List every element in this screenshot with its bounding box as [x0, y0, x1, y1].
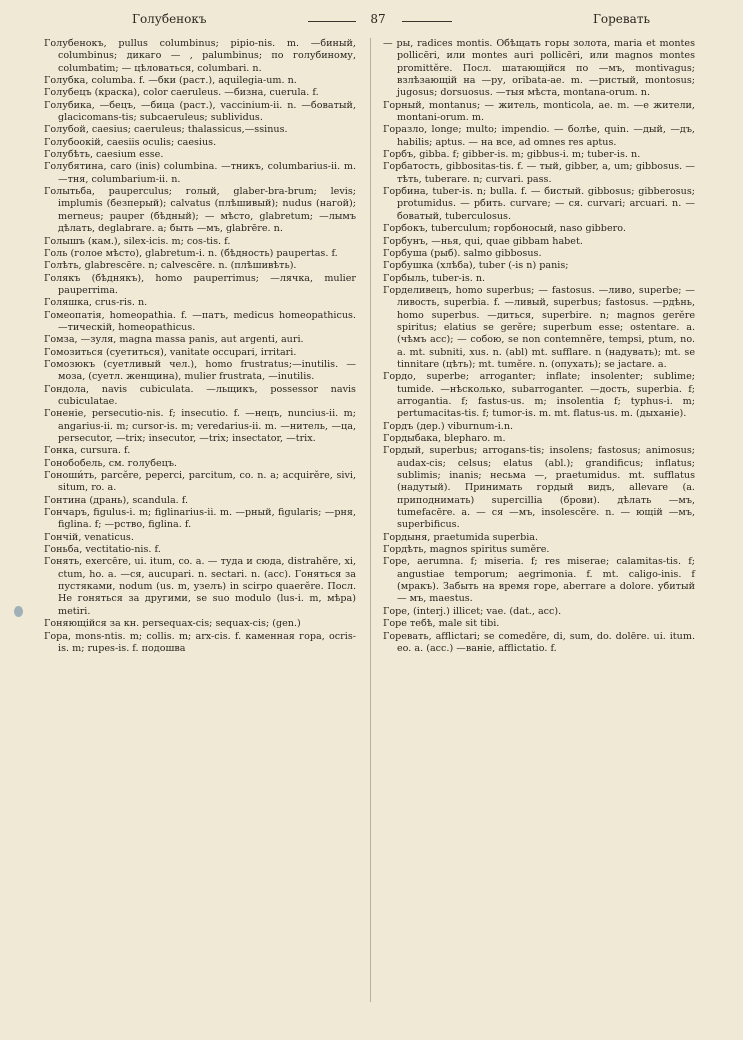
dictionary-entry: Горазло, longe; multo; impendio. — болѣе, quin. —дый, —дъ, habilis; aptus. — на все, ad omnes res aptus. — [383, 124, 695, 148]
dictionary-entry: Гордый, superbus; arrogans-tis; insolens; fastosus; animosus; audax-cis; celsus; elatus (abl.); grandificus; inflatus; sublimis; inanis; несьма —, praetumidus. mt. sufflatus (надутый). Принимать гордый видъ, allevare (a. приподнимать) supercillia (брови). дѣлать —мъ, tumefacēre. a. — ся —мъ, insolescĕre. n. — ющій —мъ, superbificus. — [383, 445, 695, 531]
dictionary-entry: Голякъ (бѣднякъ), homo pauperrimus; —лячка, mulier pauperrima. — [44, 272, 356, 296]
dictionary-entry: Горбушка (хлѣба), tuber (-is n) panis; — [383, 260, 569, 272]
dictionary-entry: Гомеопатія, homeopathia. f. —патъ, medicus homeopathicus. —тическій, homeopathicus. — [44, 309, 356, 333]
dictionary-entry: Гонтина (дрань), scandula. f. — [44, 494, 189, 506]
ink-stain — [14, 606, 23, 617]
dictionary-entry: Гоноши́ть, parcĕre, peperci, parcitum, co. n. a; acquirĕre, sivi, situm, ro. a. — [44, 470, 356, 494]
dictionary-entry: Голяшка, crus-ris. n. — [44, 297, 148, 309]
dictionary-entry: — ры, radices montis. Обѣщать горы золота, maria et montes pollicēri, или montes auri pollicēri, или magnos montes promittĕre. Посл. шатающійся по —мъ, montivagus; взлѣзающій на —ру, oribata-ae. m. —ристый, montosus; jugosus; dorsuosus. —тыя мѣста, montana-orum. n. — [383, 38, 695, 99]
dictionary-entry: Гоняющійся за кн. persequax-cis; sequax-cis; (gen.) — [44, 618, 301, 630]
dictionary-entry: Голубятина, caro (inis) columbina. —тникъ, columbarius-ii. m. —тня, columbarium-ii. n. — [44, 161, 356, 185]
dictionary-entry: Гондола, navis cubiculata. —льщикъ, possessor navis cubiculatae. — [44, 383, 356, 407]
running-header — [40, 10, 700, 32]
dictionary-entry: Гонобобель, см. голубецъ. — [44, 457, 177, 469]
dictionary-entry: Гоньба, vectitatio-nis. f. — [44, 544, 161, 556]
dictionary-entry: Горе, (interj.) illicet; vae. (dat., acc). — [383, 605, 562, 617]
dictionary-entry: Голубѣть, caesium esse. — [44, 149, 164, 161]
column-divider — [370, 38, 371, 1002]
dictionary-entry: Голубецъ (краска), color caeruleus. —бизна, cuerula. f. — [44, 87, 319, 99]
left-column — [44, 38, 356, 655]
dictionary-entry: Горбуша (рыб). salmo gibbosus. — [383, 247, 542, 259]
page-number: 87 — [370, 12, 386, 26]
header-rule-left — [308, 21, 356, 22]
dictionary-entry: Горбатость, gibbositas-tis. f. — тый, gibber, a, um; gibbosus. — тѣть, tuberare. n; curvari. pass. — [383, 161, 695, 185]
dictionary-entry: Голь (голое мѣсто), glabretum-i. n. (бѣдность) paupertas. f. — [44, 247, 338, 259]
dictionary-entry: Голышъ (кам.), silex-icis. m; cos-tis. f. — [44, 235, 231, 247]
dictionary-entry: Гордѣть, magnos spiritus sumĕre. — [383, 544, 550, 556]
dictionary-entry: Голубоокій, caesiis oculis; caesius. — [44, 136, 217, 148]
dictionary-entry: Гора, mons-ntis. m; collis. m; arx-cis. f. каменная гора, ocris-is. m; rupes-is. f. подошва — [44, 630, 356, 654]
dictionary-entry: Горбъ, gibba. f; gibber-is. m; gibbus-i. m; tuber-is. n. — [383, 149, 641, 161]
dictionary-entry: Гордъ (дер.) viburnum-i.n. — [383, 420, 514, 432]
dictionary-entry: Горбина, tuber-is. n; bulla. f. — бистый. gibbosus; gibberosus; protumidus. — рбить. curvare; — ся. curvari; arcuari. n. — боватый, tuberculosus. — [383, 186, 695, 222]
dictionary-entry: Горевать, afflictari; se comedĕre, di, sum, do. dolēre. ui. itum. eo. a. (acc.) —ваніе, afflictatio. f. — [383, 630, 695, 654]
dictionary-entry: Горе тебѣ, male sit tibi. — [383, 618, 500, 630]
header-right-word: Горевать — [592, 12, 650, 26]
dictionary-entry: Голубенокъ, pullus columbinus; pipio-nis. m. —биный, columbinus; дикаго — , palumbinus; по голубиному, columbatim; — цѣловаться, columbari. n. — [44, 38, 356, 74]
dictionary-entry: Горный, montanus; — житель, monticola, ae. m. —е жители, montani-orum. m. — [383, 99, 695, 124]
dictionary-entry: Голубой, caesius; caeruleus; thalassicus,—ssinus. — [44, 124, 288, 136]
dictionary-entry: Голубика, —бецъ, —бица (раст.), vaccinium-ii. n. —боватый, glacicomans-tis; subcaeruleus; sublividus. — [44, 99, 356, 124]
dictionary-entry: Голѣть, glabrescēre. n; calvescēre. n. (плѣшивѣть). — [44, 260, 297, 272]
header-rule-right — [402, 21, 452, 22]
dictionary-entry: Гомозюкъ (суетливый чел.), homo frustratus;—inutilis. —моза, (суетл. женщина), mulier frustrata, —inutilis. — [44, 358, 356, 383]
dictionary-entry: Гоненіе, persecutio-nis. f; insecutio. f. —нецъ, nuncius-ii. m; angarius-ii. m; cursor-is. m; veredarius-ii. m. —нитель, —ца, persecutor, —trix; insecutor, —trix; insectator, —trix. — [44, 408, 356, 444]
dictionary-entry: Голубка, columba. f. —бки (раст.), aquilegia-um. n. — [44, 75, 297, 87]
header-left-word: Голубенокъ — [132, 12, 207, 26]
right-column — [383, 38, 695, 655]
dictionary-entry: Гордо, superbe; arroganter; inflate; insolenter; sublime; tumide. —нѣсколько, subarroganter. —дость, superbia. f; arrogantia. f; fastus-us. m; insolentia f; typhus-i. m; pertumacitas-tis. f; tumor-is. m. mt. flatus-us. m. (дыханіе). — [383, 371, 695, 420]
dictionary-entry: Гордыбака, blepharo. m. — [383, 433, 506, 444]
dictionary-entry: Голытьба, pauperculus; голый, glaber-bra-brum; levis; implumis (безперый); calvatus (плѣшивый); nudus (нагой); merneus; pauper (бѣдный); — мѣсто, glabretum; —лымъ дѣлать, deglabrare. a; быть —мъ, glabrēre. n. — [44, 186, 356, 235]
dictionary-entry: Гомозиться (суетиться), vanitate occupari, irritari. — [44, 346, 297, 358]
dictionary-entry: Горбокъ, tuberculum; горбоносый, naso gibbero. — [383, 223, 626, 235]
dictionary-entry: Гонять, exercēre, ui. itum, co. a. — туда и сюда, distrahĕre, xi, ctum, ho. a. —ся, aucupari. n. sectari. n. (acc). Гоняться за пустяками, nodum (us. m, узелъ) in scirpo quaerĕre. Посл. Не гоняться за другими, se suo modulo (lus-i. m, мѣра) metiri. — [44, 556, 356, 617]
dictionary-entry: Гордыня, praetumida superbia. — [383, 531, 539, 543]
dictionary-entry: Гончій, venaticus. — [44, 531, 134, 543]
dictionary-entry: Горе, aerumna. f; miseria. f; res miserae; calamitas-tis. f; angustiae temporum; aegrimonia. f. mt. caligo-inis. f (мракъ). Забыть на время горе, aberrare a dolore. убитый — мъ, maestus. — [383, 556, 695, 605]
dictionary-entry: Гомза, —зуля, magna massa panis, aut argenti, auri. — [44, 334, 304, 346]
dictionary-entry: Гончаръ, figulus-i. m; figlinarius-ii. m. —рный, figularis; —рня, figlina. f; —рство, figlina. f. — [44, 507, 356, 531]
dictionary-entry: Горделивецъ, homo superbus; — fastosus. —ливо, superbe; —ливость, superbia. f. —ливый, superbus; fastosus. —рдѣнь, homo superbus. —диться, superbire. n; magnos gerĕre spiritus; elatius se gerĕre; superbum esse; ostentare. a. (чѣмъ acc); — собою, se non contemnĕre, tempsi, ptum, no. a. mt. subniti, xus. n. (abl) mt. sufflare. n (надувать); mt. se tinnitare (цѣть); mt. tumĕre. n. (опухать); se jactare. a. — [383, 284, 695, 370]
dictionary-entry: Гонка, cursura. f. — [44, 445, 131, 457]
dictionary-entry: Горбыль, tuber-is. n. — [383, 272, 486, 284]
dictionary-entry: Горбунъ, —нья, qui, quae gibbam habet. — [383, 235, 583, 247]
